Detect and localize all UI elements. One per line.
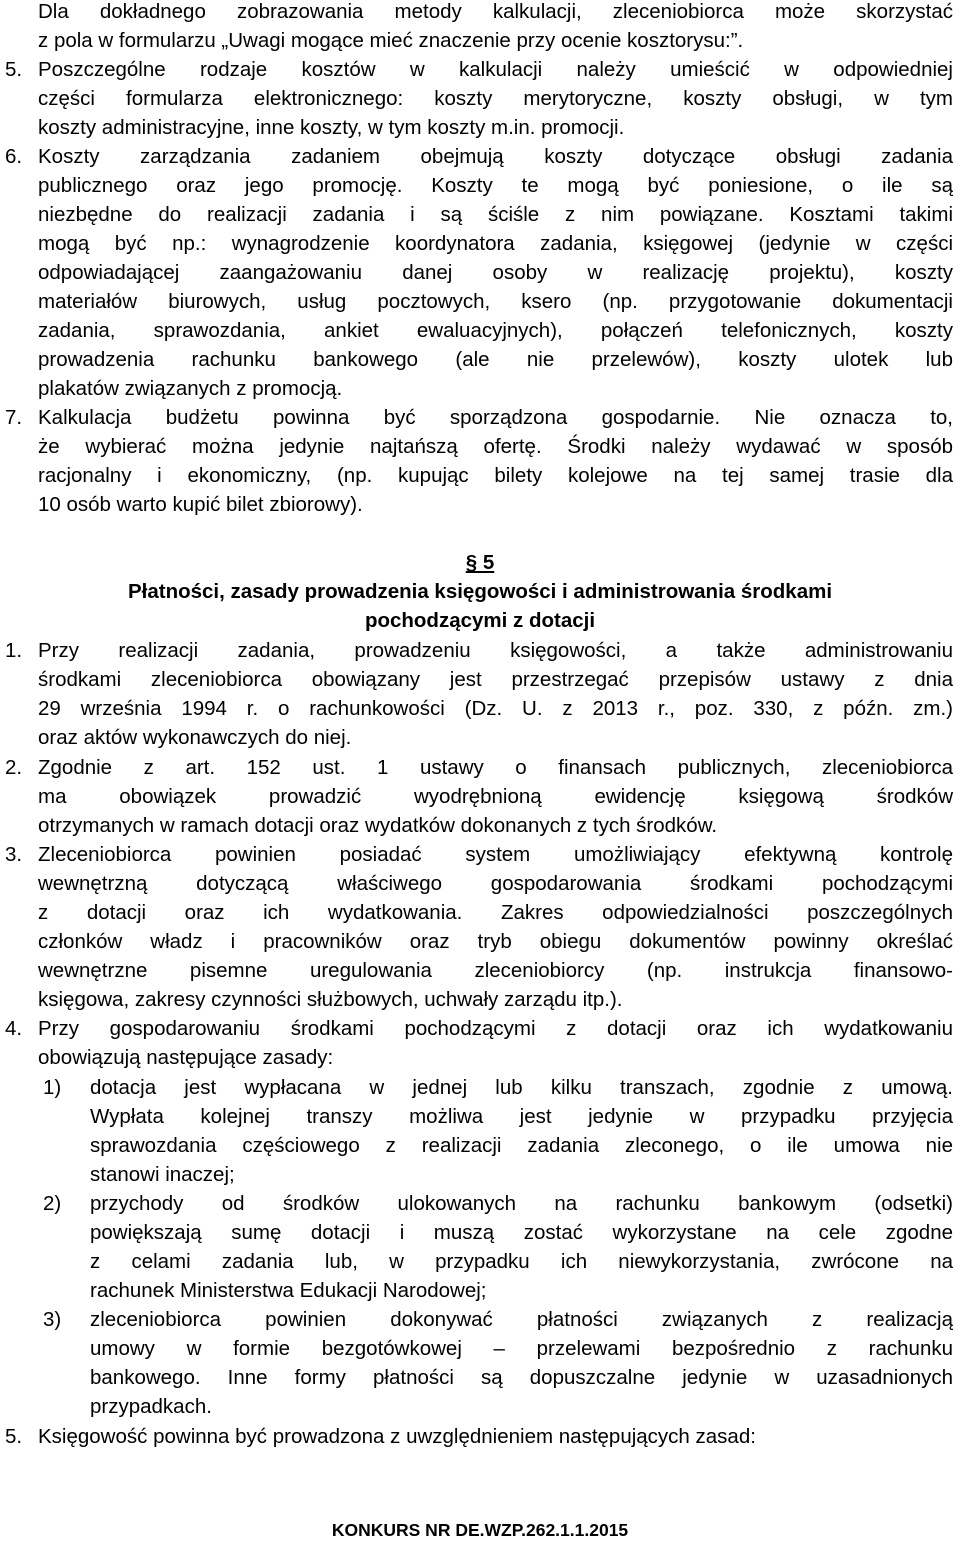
section-sign: § 5 xyxy=(465,551,495,574)
point-line: mogą być np.: wynagrodzenie koordynatora zadania, księgowej (jedynie w części xyxy=(38,232,953,255)
point-line: niezbędne do realizacji zadania i są ściśle z nim powiązane. Kosztami takimi xyxy=(38,203,953,226)
point-number: 1. xyxy=(5,639,23,662)
point-line: materiałów biurowych, usług pocztowych, ksero (np. przygotowanie dokumentacji xyxy=(38,290,953,313)
point-line: wewnętrzną dotyczącą właściwego gospodarowania środkami pochodzącymi xyxy=(38,872,953,895)
intro-line: Dla dokładnego zobrazowania metody kalkulacji, zleceniobiorca może skorzystać xyxy=(38,0,953,23)
point-line: że wybierać można jedynie najtańszą ofertę. Środki należy wydawać w sposób xyxy=(38,435,953,458)
subpoint-line: dotacja jest wypłacana w jednej lub kilku transzach, zgodnie z umową. xyxy=(90,1076,953,1099)
subpoint-number: 1) xyxy=(43,1076,62,1099)
point-line: odpowiadającej zaangażowaniu danej osoby w realizację projektu), koszty xyxy=(38,261,953,284)
point-line: koszty administracyjne, inne koszty, w tym koszty m.in. promocji. xyxy=(38,116,625,139)
section-title-line: Płatności, zasady prowadzenia księgowości i administrowania środkami xyxy=(127,580,833,603)
point-number: 5. xyxy=(5,58,23,81)
point-line: z dotacji oraz ich wydatkowania. Zakres odpowiedzialności poszczególnych xyxy=(38,901,953,924)
point-line: 29 września 1994 r. o rachunkowości (Dz. U. z 2013 r., poz. 330, z późn. zm.) xyxy=(38,697,953,720)
point-line: obowiązują następujące zasady: xyxy=(38,1046,334,1069)
point-line: otrzymanych w ramach dotacji oraz wydatków dokonanych z tych środków. xyxy=(38,814,718,837)
point-line: oraz aktów wykonawczych do niej. xyxy=(38,726,352,749)
subpoint-number: 3) xyxy=(43,1308,62,1331)
point-line: Przy realizacji zadania, prowadzeniu księgowości, a także administrowaniu xyxy=(38,639,953,662)
subpoint-number: 2) xyxy=(43,1192,62,1215)
point-line: wewnętrzne pisemne uregulowania zleceniobiorcy (np. instrukcja finansowo- xyxy=(38,959,953,982)
point-line: ma obowiązek prowadzić wyodrębnioną ewidencję księgową środków xyxy=(38,785,953,808)
point-number: 3. xyxy=(5,843,23,866)
point-line: Koszty zarządzania zadaniem obejmują koszty dotyczące obsługi zadania xyxy=(38,145,953,168)
subpoint-line: z celami zadania lub, w przypadku ich niewykorzystania, zwrócone na xyxy=(90,1250,953,1273)
subpoint-line: przypadkach. xyxy=(90,1395,212,1418)
point-number: 7. xyxy=(5,406,23,429)
point-line: zadania, sprawozdania, ankiet ewaluacyjnych), połączeń telefonicznych, koszty xyxy=(38,319,953,342)
subpoint-line: stanowi inaczej; xyxy=(90,1163,235,1186)
point-line: prowadzenia rachunku bankowego (ale nie przelewów), koszty ulotek lub xyxy=(38,348,953,371)
point-line: części formularza elektronicznego: koszty merytoryczne, koszty obsługi, w tym xyxy=(38,87,953,110)
point-number: 4. xyxy=(5,1017,23,1040)
section-title-line: pochodzącymi z dotacji xyxy=(364,609,596,632)
point-line: Kalkulacja budżetu powinna być sporządzona gospodarnie. Nie oznacza to, xyxy=(38,406,953,429)
intro-line: z pola w formularzu „Uwagi mogące mieć znaczenie przy ocenie kosztorysu:”. xyxy=(38,29,744,52)
subpoint-line: zleceniobiorca powinien dokonywać płatności związanych z realizacją xyxy=(90,1308,953,1331)
section-number xyxy=(0,548,960,577)
point-line: Zgodnie z art. 152 ust. 1 ustawy o finansach publicznych, zleceniobiorca xyxy=(38,756,953,779)
point-number: 6. xyxy=(5,145,23,168)
point-line: księgowa, zakresy czynności służbowych, uchwały zarządu itp.). xyxy=(38,988,623,1011)
point-line: plakatów związanych z promocją. xyxy=(38,377,343,400)
point-line: Księgowość powinna być prowadzona z uwzględnieniem następujących zasad: xyxy=(38,1425,756,1448)
subpoint-line: umowy w formie bezgotówkowej – przelewami bezpośrednio z rachunku xyxy=(90,1337,953,1360)
point-line: Przy gospodarowaniu środkami pochodzącymi z dotacji oraz ich wydatkowaniu xyxy=(38,1017,953,1040)
point-line: Zleceniobiorca powinien posiadać system umożliwiający efektywną kontrolę xyxy=(38,843,953,866)
point-line: środkami zleceniobiorca obowiązany jest przestrzegać przepisów ustawy z dnia xyxy=(38,668,953,691)
point-number: 5. xyxy=(5,1425,23,1448)
subpoint-line: Wypłata kolejnej transzy możliwa jest jedynie w przypadku przyjęcia xyxy=(90,1105,953,1128)
subpoint-line: sprawozdania częściowego z realizacji zadania zleconego, o ile umowa nie xyxy=(90,1134,953,1157)
page-footer: KONKURS NR DE.WZP.262.1.1.2015 xyxy=(331,1520,629,1540)
subpoint-line: przychody od środków ulokowanych na rachunku bankowym (odsetki) xyxy=(90,1192,953,1215)
point-line: Poszczególne rodzaje kosztów w kalkulacji należy umieścić w odpowiedniej xyxy=(38,58,953,81)
point-line: publicznego oraz jego promocję. Koszty te mogą być poniesione, o ile są xyxy=(38,174,953,197)
subpoint-line: powiększają sumę dotacji i muszą zostać wykorzystane na cele zgodne xyxy=(90,1221,953,1244)
point-line: 10 osób warto kupić bilet zbiorowy). xyxy=(38,493,363,516)
point-line: członków władz i pracowników oraz tryb obiegu dokumentów powinny określać xyxy=(38,930,953,953)
subpoint-line: rachunek Ministerstwa Edukacji Narodowej; xyxy=(90,1279,487,1302)
point-number: 2. xyxy=(5,756,23,779)
subpoint-line: bankowego. Inne formy płatności są dopuszczalne jedynie w uzasadnionych xyxy=(90,1366,953,1389)
point-line: racjonalny i ekonomiczny, (np. kupując bilety kolejowe na tej samej trasie dla xyxy=(38,464,953,487)
